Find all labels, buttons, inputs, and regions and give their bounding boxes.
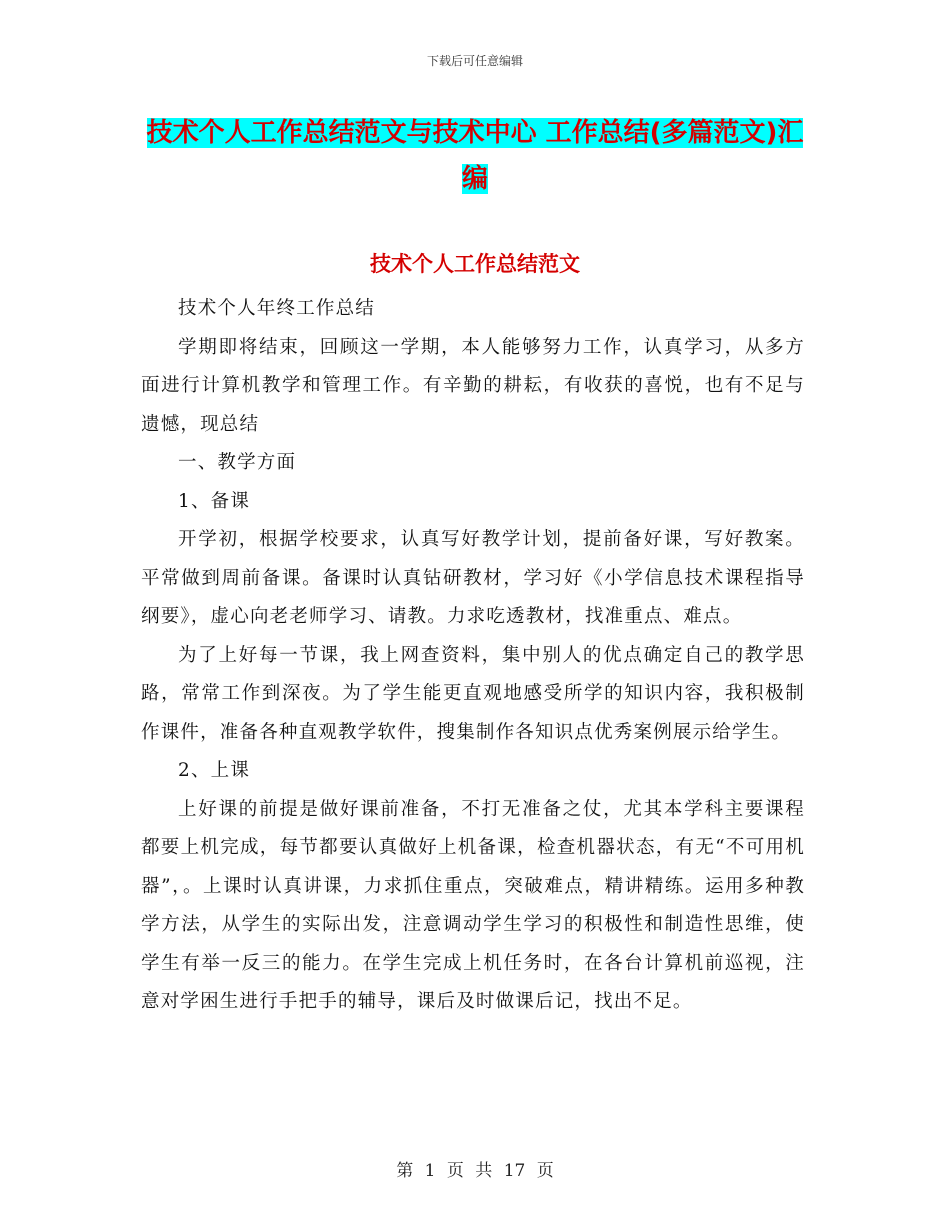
- heading-lesson-prep: 1、备课: [178, 490, 251, 512]
- paragraph-lesson-materials: 为了上好每一节课，我上网查资料，集中别人的优点确定自己的教学思路，常常工作到深夜。为了学生能更直观地感受所学的知识内容，我积极制作课件，准备各种直观教学软件，搜集制作各知识点优秀案例展示给学生。: [141, 644, 805, 743]
- document-title: [140, 110, 810, 202]
- heading-teaching: 一、教学方面: [178, 452, 297, 473]
- paragraph-intro: 学期即将结束，回顾这一学期，本人能够努力工作，认真学习，从多方面进行计算机教学和管理工作。有辛勤的耕耘，有收获的喜悦，也有不足与遗憾，现总结: [141, 336, 805, 435]
- paragraph-lesson-prep: 开学初，根据学校要求，认真写好教学计划，提前备好课，写好教案。平常做到周前备课。备课时认真钻研教材，学习好《小学信息技术课程指导纲要》，虚心向老老师学习、请教。力求吃透教材，找准重点、难点。: [141, 529, 805, 627]
- paragraph-class: 上好课的前提是做好课前准备，不打无准备之仗，尤其本学科主要课程都要上机完成，每节都要认真做好上机备课，检查机器状态，有无“不可用机器”，。上课时认真讲课，力求抓住重点，突破难点，精讲精练。运用多种教学方法，从学生的实际出发，注意调动学生学习的积极性和制造性思维，使学生有举一反三的能力。在学生完成上机任务时，在各台计算机前巡视，注意对学困生进行手把手的辅导，课后及时做课后记，找出不足。: [141, 798, 805, 1012]
- section-title: 技术个人工作总结范文: [370, 252, 580, 276]
- heading-class: 2、上课: [178, 760, 251, 781]
- page-footer: 第 1 页 共 17 页: [396, 1161, 554, 1181]
- paragraph-subtitle: 技术个人年终工作总结: [178, 298, 376, 319]
- header-note: 下载后可任意编辑: [426, 54, 523, 68]
- document-title-text: 技术个人工作总结范文与技术中心 工作总结(多篇范文)汇编: [146, 118, 804, 194]
- document-body: [141, 290, 805, 1022]
